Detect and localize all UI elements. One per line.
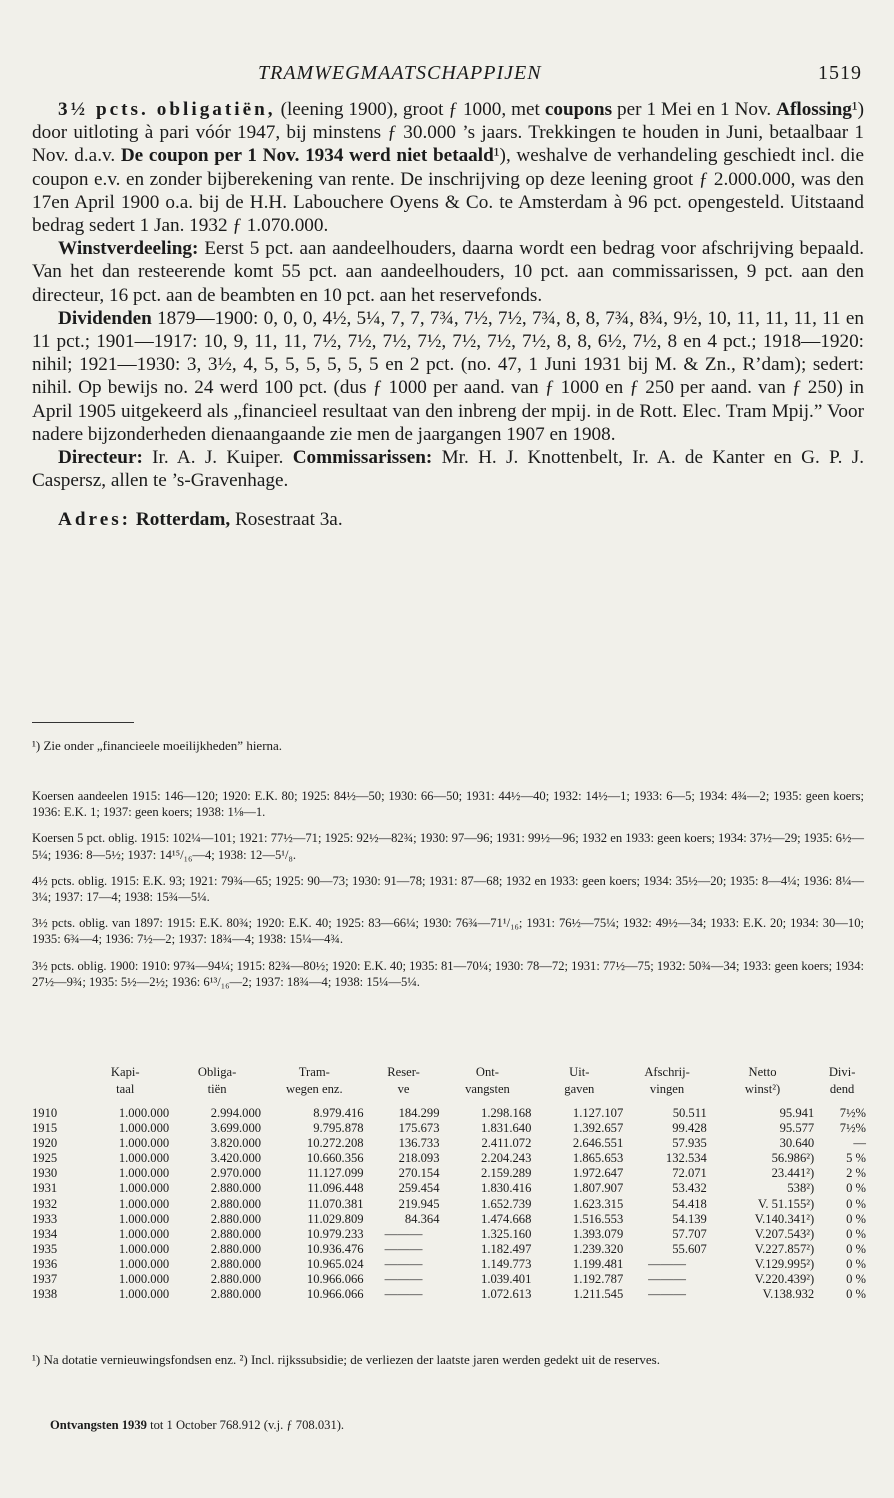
table-cell: V.129.995²) [754,1256,815,1271]
table-cell: ——— [384,1241,423,1256]
footnote-ref: ¹) [493,145,506,167]
table-row [30,1242,868,1257]
table-cell: 1932 [32,1196,58,1211]
profit-distribution-label: Winstverdeeling: [58,238,199,260]
table-cell: 1.072.613 [481,1287,532,1302]
table-cell: 2.204.243 [481,1151,532,1166]
table-cell: 54.139 [672,1211,707,1226]
table-cell: 175.673 [398,1121,440,1136]
running-header [0,62,894,90]
address-city: Rotterdam, [135,509,231,531]
table-cell: 0 % [846,1211,866,1226]
table-cell: 2.880.000 [210,1181,262,1196]
quote-4-5pct-bonds: 4½ pcts. oblig. 1915: E.K. 93; 1921: 79¾—65; 1925: 90—73; 1930: 91—78; 1931: 87—68; 1932 en 1933: geen koers; 1934: 35½—20; 1935: 8—4¼; 1936: 8¼—3¼; 1937: 17—4; 1938: 15¾—5¼. [32,873,864,905]
bonds-heading: 3½ pcts. obligatiën, [58,99,276,120]
bonds-paragraph [32,98,864,237]
column-header: Divi- dend [828,1065,856,1096]
table-cell: 0 % [846,1181,866,1196]
table-cell: ——— [648,1272,686,1287]
table-cell: 1.392.657 [572,1121,624,1136]
table-cell: 3.699.000 [210,1121,262,1136]
quote-3-5pct-bonds-1900: 3½ pcts. oblig. 1900: 1910: 97¾—94¼; 1915: 82¾—80½; 1920: E.K. 40; 1935: 81—70¼; 1930: 78—72; 1931: 77½—75; 1932: 50¾—34; 1933: geen koers; 1934: 27½—9¾; 1935: 5½—2½; 1936: 6¹³/₁₆—2; 1937: 18¾—4; 1938: 15¼—5¼. [32,958,864,989]
table-cell: 84.364 [404,1211,440,1226]
director-label: Directeur: [58,447,143,469]
table-cell: 1.830.416 [481,1181,532,1196]
table-cell: 1.000.000 [118,1287,170,1302]
column-header: Netto winst²) [744,1065,781,1096]
table-row [30,1212,868,1227]
table-cell: 1938 [32,1287,58,1302]
footnote-divider [32,722,134,723]
quote-5pct-bonds: Koersen 5 pct. oblig. 1915: 102¼—101; 1921: 77½—71; 1925: 92½—82¾; 1930: 97—96; 1931: 99½—96; 1932 en 1933: geen koers; 1934: 37½—29; 1935: 6½—5¼; 1936: 8—5½; 1937: 14¹⁵/₁₆—4; 1938: 12—5¹/₈. [32,831,864,862]
table-cell: 1.039.401 [481,1272,532,1287]
table-row [30,1197,868,1212]
table-row [30,1136,868,1151]
table-cell: 2.994.000 [210,1106,262,1120]
table-cell: 50.511 [672,1106,707,1120]
aflossing-term: Aflossing [776,99,852,120]
table-row [30,1181,868,1196]
table-cell: 1935 [32,1241,58,1256]
table-cell: 1.652.739 [481,1196,532,1211]
table-cell: 1.000.000 [118,1151,170,1166]
table-cell: 11.096.448 [307,1181,364,1196]
table-cell: 1.211.545 [573,1287,624,1302]
table-cell: 1934 [32,1226,58,1241]
table-cell: 2.646.551 [572,1136,624,1151]
table-cell: 57.707 [672,1226,707,1241]
table-cell: 7½% [839,1106,866,1120]
table-body [30,1106,868,1302]
table-cell: 1.182.497 [481,1241,532,1256]
table-cell: 2.880.000 [210,1226,262,1241]
table-cell: 184.299 [398,1106,440,1120]
table-cell: 2.880.000 [210,1211,262,1226]
column-header: Obliga- tiën [197,1065,237,1096]
table-cell: 132.534 [665,1151,707,1166]
table-cell: 1.192.787 [572,1272,624,1287]
table-cell: 1920 [32,1136,58,1151]
table-cell: 95.941 [779,1106,815,1120]
coupons-term: coupons [544,99,613,120]
table-cell: 1.623.315 [572,1196,624,1211]
table-cell: 5 % [846,1151,866,1166]
table-cell: 1.127.107 [572,1106,624,1120]
price-quotes [32,788,864,1000]
bonds-text: , weshalve de verhandeling geschiedt incl. die coupon e.v. en zonder bijberekening van rente. De inschrijving op deze leening groot ƒ 2.000.000, was den 17en April 1900 o.a. bij de H.H. Labouchere Oyens & Co. te Amsterdam à 96 pct. opengesteld. Uitstaand bedrag sedert 1 Jan. 1932 ƒ 1.070.000. [32,145,864,237]
dividends-label: Dividenden [58,307,152,329]
quote-3-5pct-bonds-1897: 3½ pcts. oblig. van 1897: 1915: E.K. 80¾; 1920: E.K. 40; 1925: 83—66¼; 1930: 76¾—71¹/₁₆; 1931: 76½—75¼; 1932: 49½—34; 1933: E.K. 20; 1934: 30—10; 1935: 6¾—4; 1936: 7½—2; 1937: 18¾—4; 1938: 15¼—4¾. [32,916,864,947]
table-header-row [30,1064,868,1106]
table-cell: 3.420.000 [210,1151,262,1166]
table-cell: 2.411.072 [481,1136,532,1151]
table-cell: 1933 [32,1211,58,1226]
table-cell: 1.000.000 [118,1256,170,1271]
address-label: Adres: [58,509,132,531]
table-cell: 10.272.208 [306,1136,364,1151]
main-text [32,98,864,532]
table-cell: 1.000.000 [118,1166,170,1181]
column-header [30,1064,79,1106]
bonds-text: (leening 1900), groot ƒ 1000, met [275,99,545,120]
commissioners-label: Commissarissen: [292,447,433,469]
table-cell: 54.418 [672,1196,707,1211]
table-cell: 1.474.668 [481,1211,532,1226]
table-cell: 10.966.066 [306,1287,364,1302]
profit-distribution-text: Eerst 5 pct. aan aandeelhouders, daarna wordt een bedrag voor afschrijving bepaald. Van het dan resteerende komt 55 pct. aan aandeelhouders, 10 pct. aan commissarissen, 9 pct. aan den directeur, 16 pct. aan de beambten en 10 pct. aan het reservefonds. [32,238,864,306]
table-row [30,1121,868,1136]
table-cell: 10.966.066 [306,1272,364,1287]
table-cell: V.227.857²) [754,1241,815,1256]
table-cell: ——— [648,1287,686,1302]
table-cell: 72.071 [672,1166,707,1181]
table-cell: 1.972.647 [572,1166,624,1181]
table-cell: 10.936.476 [306,1241,364,1256]
table-cell: 23.441²) [771,1166,815,1181]
table-cell: 259.454 [398,1181,440,1196]
table-row [30,1151,868,1166]
bonds-text: door uitloting à pari vóór 1947, bij minstens ƒ 30.000 ’s jaars. Trekkingen te houden in Juni, betaalbaar 1 Nov. d.a.v. [32,122,864,167]
column-header: Kapi- taal [110,1065,140,1096]
coupon-notice: De coupon per 1 Nov. 1934 werd niet betaald [120,145,494,167]
table-cell: V.140.341²) [754,1211,815,1226]
table-cell: 1910 [32,1106,58,1120]
table-cell: 10.965.024 [306,1256,364,1271]
table-cell: ——— [648,1256,686,1271]
table-cell: 10.979.233 [306,1226,364,1241]
table-cell: 1.298.168 [481,1106,532,1120]
table-cell: 136.733 [398,1136,440,1151]
table-row [30,1257,868,1272]
table-cell: 1930 [32,1166,58,1181]
table-cell: 1.000.000 [118,1106,170,1120]
table-cell: 1.000.000 [118,1181,170,1196]
table-cell: ——— [384,1256,423,1271]
table-row [30,1166,868,1181]
table-cell: 0 % [846,1272,866,1287]
table-cell: V.207.543²) [754,1226,815,1241]
table-cell: 1.516.553 [572,1211,624,1226]
table-cell: 11.127.099 [307,1166,364,1181]
table-cell: 30.640 [779,1136,815,1151]
table-cell: 11.070.381 [307,1196,364,1211]
table-cell: 2.970.000 [210,1166,262,1181]
table-cell: V. 51.155²) [757,1196,815,1211]
table-cell: 56.986²) [771,1151,815,1166]
table-cell: 2.880.000 [210,1196,262,1211]
table-cell: 10.660.356 [306,1151,364,1166]
table-cell: 1.149.773 [481,1256,532,1271]
quote-shares: Koersen aandeelen 1915: 146—120; 1920: E.K. 80; 1925: 84½—50; 1930: 66—50; 1931: 44½—40; 1932: 14½—1; 1933: 6—5; 1934: 4¾—2; 1935: geen koers; 1936: E.K. 1; 1937: geen koers; 1938: 1⅛—1. [32,789,864,820]
table-row [30,1227,868,1242]
director-text: Ir. A. J. Kuiper. [142,447,293,469]
table-cell: 1936 [32,1256,58,1271]
dividends-text: 1879—1900: 0, 0, 0, 4½, 5¼, 7, 7, 7¾, 7½, 7½, 7¾, 8, 8, 7¾, 8¾, 9½, 10, 11, 11, 11, 11 en 11 pct.; 1901—1917: 10, 9, 11, 11, 7½, 7½, 7½, 7½, 7½, 7½, 7½, 8, 8, 6½, 7½, 8 en 4 pct.; 1918—1920: nihil; 1921—1930: 3, 3½, 4, 5, 5, 5, 5, 5, 5 en 2 pct. (no. 47, 1 Juni 1931 bij M. & Zn., R’dam); sedert: nihil. Op bewijs no. 24 werd 100 pct. (dus ƒ 1000 per aand. van ƒ 1000 en ƒ 250 per aand. van ƒ 250) in April 1905 uitgekeerd als „financieel resultaat van den inbreng der mpij. in de Rott. Elec. Tram Mpij.” Voor nadere bijzonderheden dienaangaande zie men de jaargangen 1907 en 1908. [32,307,864,445]
page-number: 1519 [818,62,862,84]
table-cell: — [853,1136,866,1151]
footnote-1: ¹) Zie onder „financieele moeilijkheden” hierna. [32,738,283,753]
table-cell: 57.935 [672,1136,707,1151]
table-cell: ——— [384,1226,423,1241]
table-cell: 55.607 [672,1241,707,1256]
table-cell: 0 % [846,1196,866,1211]
address-street: Rosestraat 3a. [230,509,343,531]
table-cell: 99.428 [672,1121,707,1136]
profit-distribution-paragraph [32,237,864,307]
table-cell: 95.577 [779,1121,815,1136]
table-cell: 2 % [846,1166,866,1181]
table-cell: 2.880.000 [210,1241,262,1256]
receipts-label: Ontvangsten 1939 [50,1418,147,1432]
table-cell: 270.154 [398,1166,440,1181]
receipts-1939 [50,1418,344,1433]
table-cell: 1.000.000 [118,1272,170,1287]
table-cell: 1.807.907 [572,1181,624,1196]
table-cell: 11.029.809 [307,1211,364,1226]
financial-table [30,1064,868,1302]
table-cell: 1925 [32,1151,58,1166]
table-cell: 2.880.000 [210,1272,262,1287]
table-cell: 1931 [32,1181,58,1196]
table-cell: 53.432 [672,1181,707,1196]
table-row [30,1272,868,1287]
bonds-text: per 1 Mei en 1 Nov. [612,99,777,120]
table-cell: 2.880.000 [210,1287,262,1302]
receipts-text: tot 1 October 768.912 (v.j. ƒ 708.031). [146,1418,345,1432]
address-line [32,508,864,531]
table-cell: ——— [384,1287,423,1302]
table-cell: 2.159.289 [481,1166,532,1181]
column-header: Tram- wegen enz. [285,1065,343,1096]
dividends-paragraph [32,307,864,446]
table-cell: 1915 [32,1121,58,1136]
table-cell: 7½% [839,1121,866,1136]
running-title: TRAMWEGMAATSCHAPPIJEN [258,62,542,84]
table-cell: 1.393.079 [572,1226,624,1241]
management-paragraph [32,446,864,492]
table-cell: 1.000.000 [118,1226,170,1241]
table-cell: 1.199.481 [572,1256,624,1271]
table-cell: 1.000.000 [118,1241,170,1256]
footnote-ref: ¹) [851,99,864,120]
column-header: Afschrij- vingen [644,1065,690,1096]
column-header: Ont- vangsten [465,1065,510,1096]
table-cell: 3.820.000 [210,1136,262,1151]
table-cell: 1.000.000 [118,1121,170,1136]
table-cell: 1.325.160 [481,1226,532,1241]
table-cell: 2.880.000 [210,1256,262,1271]
table-cell: 1.000.000 [118,1136,170,1151]
table-cell: 1.000.000 [118,1211,170,1226]
table-cell: 0 % [846,1256,866,1271]
table-cell: 0 % [846,1241,866,1256]
table-cell: 9.795.878 [313,1121,364,1136]
table-cell: 8.979.416 [313,1106,364,1120]
table-row [30,1106,868,1121]
table-cell: V.138.932 [762,1287,815,1302]
table-cell: 1.831.640 [481,1121,532,1136]
table-row [30,1287,868,1302]
table-cell: 0 % [846,1226,866,1241]
table-footnotes: ¹) Na dotatie vernieuwingsfondsen enz. ²) Incl. rijkssubsidie; de verliezen der laatste jaren werden gedekt uit de reserves. [32,1352,660,1367]
commissioners-text: Mr. H. J. Knottenbelt, Ir. A. de Kanter en G. P. J. Caspersz, allen te ’s-Gravenhage. [32,447,864,492]
table-cell: 538²) [787,1181,815,1196]
column-header: Reser- ve [387,1065,420,1096]
table-cell: 1.239.320 [572,1241,624,1256]
table-cell: V.220.439²) [754,1272,815,1287]
table-cell: 1.000.000 [118,1196,170,1211]
column-header: Uit- gaven [564,1065,595,1096]
table-cell: 219.945 [398,1196,440,1211]
table-cell: 1.865.653 [572,1151,624,1166]
table-cell: 0 % [846,1287,866,1302]
table-cell: 1937 [32,1272,58,1287]
table-cell: ——— [384,1272,423,1287]
table-cell: 218.093 [398,1151,440,1166]
